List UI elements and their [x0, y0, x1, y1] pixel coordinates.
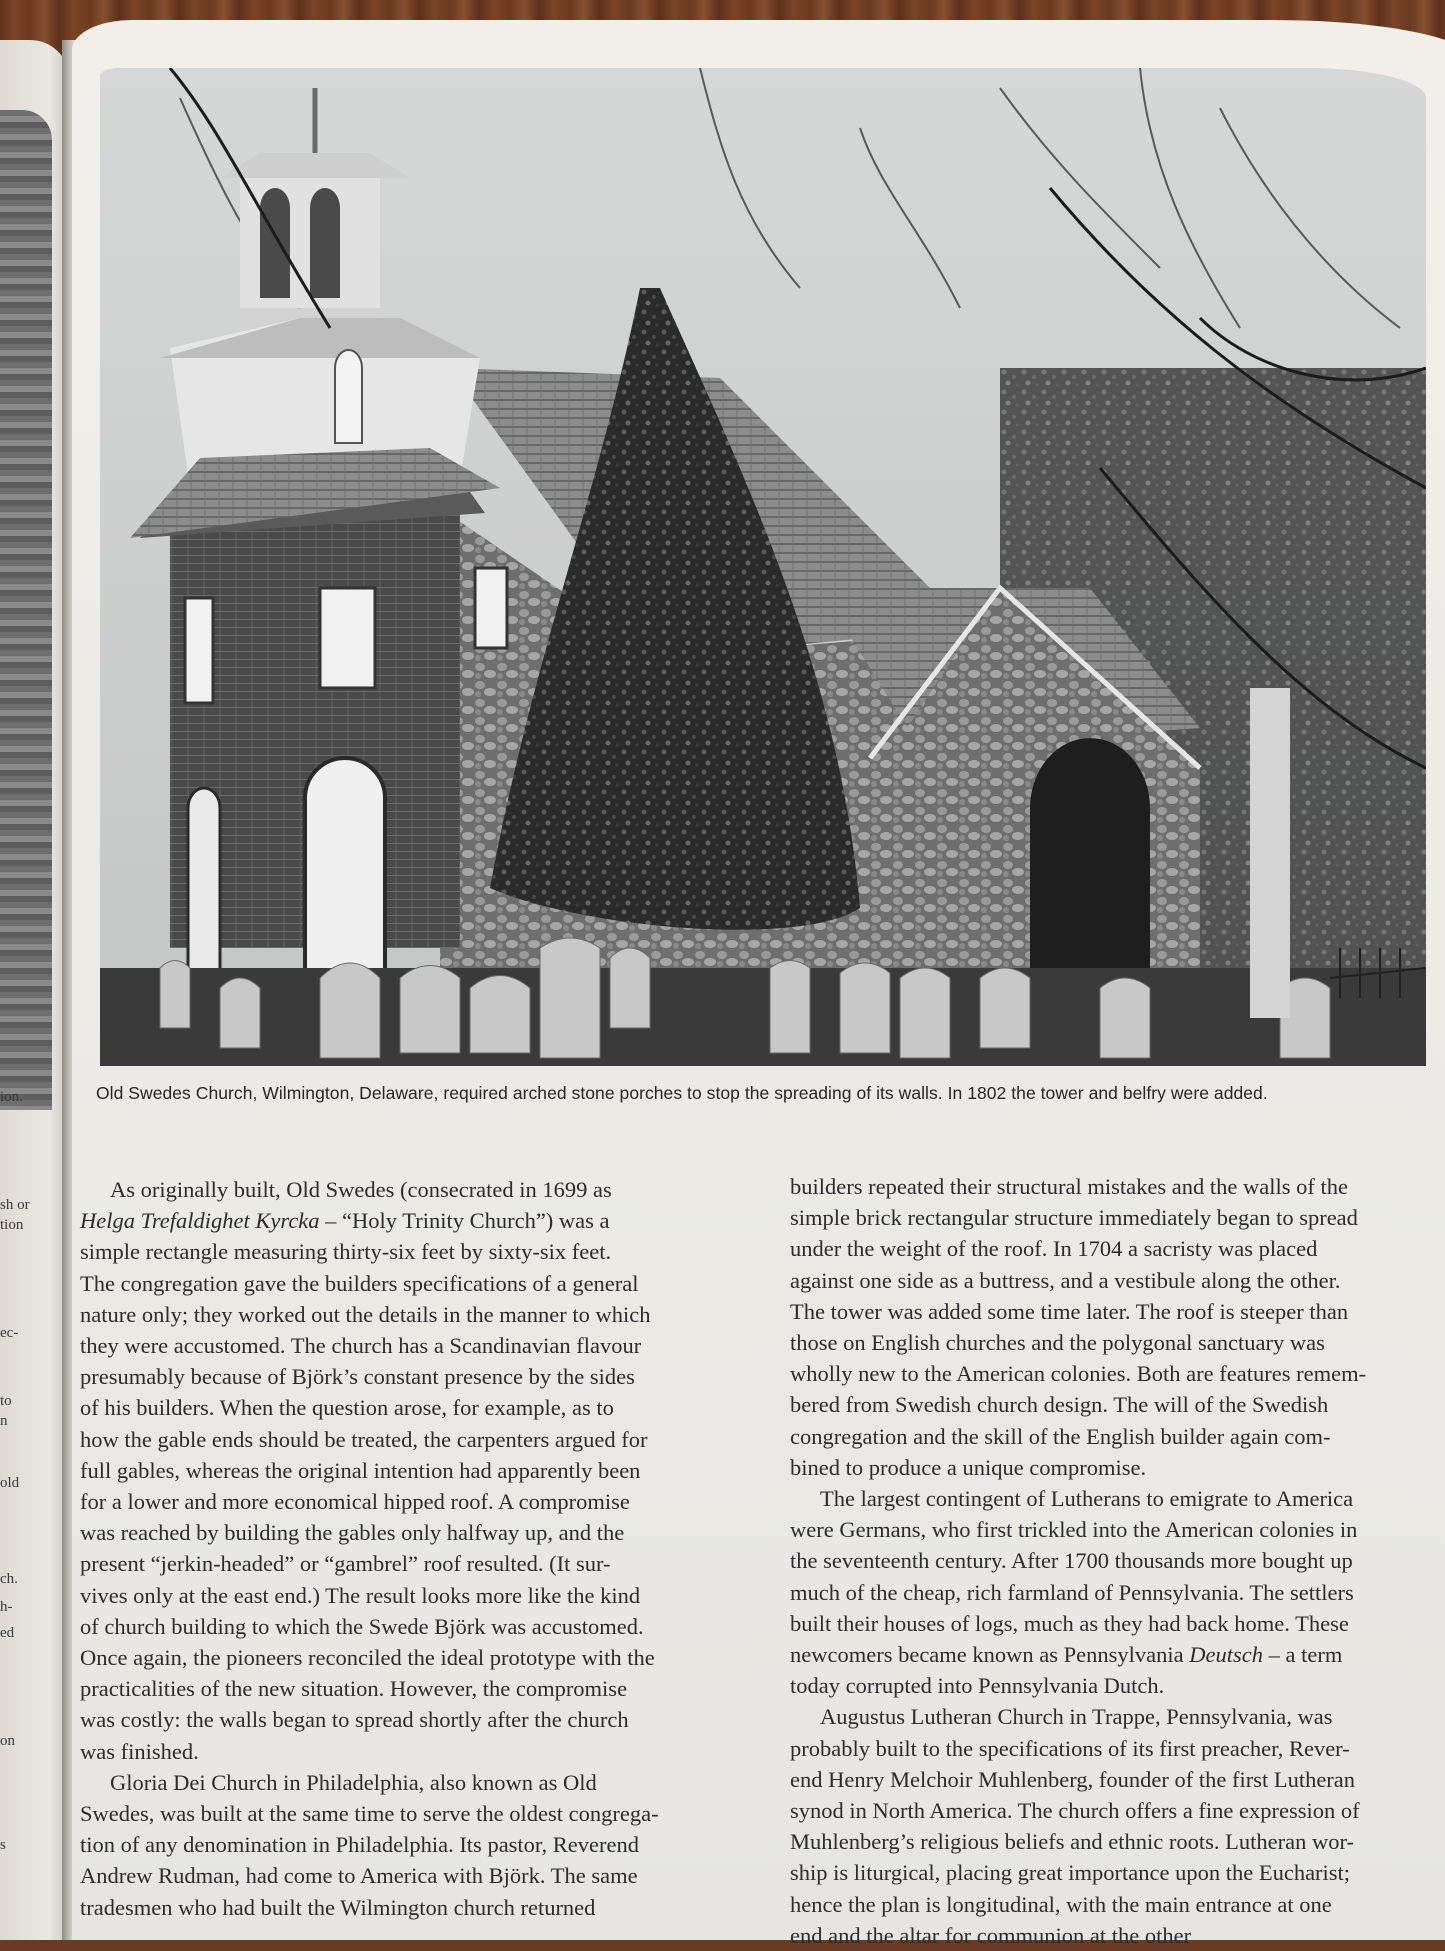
- text-line: ship is liturgical, placing great importance upon the Eucharist;: [790, 1860, 1351, 1886]
- text-column-left: [80, 1174, 770, 1923]
- fragment: ion.: [0, 1089, 23, 1105]
- text-line: was costly: the walls began to spread shortly after the church: [80, 1707, 629, 1733]
- text-line: simple brick rectangular structure immediately began to spread: [790, 1205, 1358, 1231]
- text-line: practicalities of the new situation. However, the compromise: [80, 1676, 628, 1702]
- text-span: newcomers became known as Pennsylvania: [790, 1642, 1190, 1668]
- text-line: of church building to which the Swede Björk was accustomed.: [80, 1613, 644, 1639]
- text-line: [790, 1639, 1445, 1670]
- left-facing-page: [0, 40, 70, 1940]
- fragment: n: [0, 1413, 8, 1429]
- fragment: tion: [0, 1217, 24, 1233]
- text-line: for a lower and more economical hipped roof. A compromise: [80, 1489, 630, 1515]
- text-line: builders repeated their structural mistakes and the walls of the: [790, 1174, 1348, 1199]
- text-line: built their houses of logs, much as they had back home. These: [790, 1610, 1349, 1636]
- text-line: against one side as a buttress, and a vestibule along the other.: [790, 1267, 1341, 1293]
- text-line: under the weight of the roof. In 1704 a sacristy was placed: [790, 1236, 1318, 1262]
- text-line: The congregation gave the builders specifications of a general: [80, 1270, 639, 1296]
- church-photograph: [100, 68, 1426, 1066]
- text-line: simple rectangle measuring thirty-six feet by sixty-six feet.: [80, 1239, 612, 1265]
- fragment: on: [0, 1733, 15, 1749]
- photo-caption: Old Swedes Church, Wilmington, Delaware, required arched stone porches to stop the spreading of its walls. In 1802 the tower and belfry were added.: [96, 1083, 1268, 1103]
- text-line: full gables, whereas the original intention had apparently been: [80, 1457, 641, 1483]
- text-line: synod in North America. The church offers a fine expression of: [790, 1798, 1360, 1824]
- left-page-photo-edge: [0, 110, 52, 1110]
- text-line: vives only at the east end.) The result looks more like the kind: [80, 1582, 641, 1608]
- text-line: Muhlenberg’s religious beliefs and ethnic roots. Lutheran wor-: [790, 1829, 1354, 1855]
- text-line: As originally built, Old Swedes (consecrated in 1699 as: [110, 1177, 612, 1202]
- text-line: was reached by building the gables only halfway up, and the: [80, 1520, 625, 1546]
- text-line: wholly new to the American colonies. Both are features remem-: [790, 1361, 1367, 1387]
- italic-term: Helga Trefaldighet Kyrcka: [80, 1208, 320, 1234]
- text-line: tion of any denomination in Philadelphia. Its pastor, Reverend: [80, 1832, 639, 1858]
- text-line: today corrupted into Pennsylvania Dutch.: [790, 1673, 1165, 1699]
- text-line: was finished.: [80, 1738, 199, 1764]
- text-line: end and the altar for communion at the other: [790, 1922, 1192, 1948]
- text-line: tradesmen who had built the Wilmington church returned: [80, 1894, 596, 1920]
- fragment: old: [0, 1475, 20, 1491]
- text-span: – a term: [1263, 1642, 1343, 1668]
- italic-term: Deutsch: [1189, 1642, 1263, 1668]
- text-line: Augustus Lutheran Church in Trappe, Pennsylvania, was: [820, 1704, 1333, 1730]
- fragment: to: [0, 1393, 12, 1409]
- text-line: bered from Swedish church design. The will of the Swedish: [790, 1392, 1329, 1418]
- text-line: The largest contingent of Lutherans to emigrate to America: [820, 1486, 1354, 1512]
- text-line: congregation and the skill of the English builder again com-: [790, 1423, 1331, 1449]
- text-line: much of the cheap, rich farmland of Pennsylvania. The settlers: [790, 1579, 1354, 1605]
- text-line: present “jerkin-headed” or “gambrel” roof resulted. (It sur-: [80, 1551, 611, 1577]
- text-line: Andrew Rudman, had come to America with Björk. The same: [80, 1863, 638, 1889]
- text-line: those on English churches and the polygonal sanctuary was: [790, 1330, 1325, 1356]
- text-line: were Germans, who first trickled into the American colonies in: [790, 1517, 1358, 1543]
- text-line: bined to produce a unique compromise.: [790, 1454, 1147, 1480]
- text-line: they were accustomed. The church has a Scandinavian flavour: [80, 1333, 642, 1359]
- text-line: hence the plan is longitudinal, with the main entrance at one: [790, 1891, 1332, 1917]
- fragment: s: [0, 1837, 6, 1853]
- text-line: Swedes, was built at the same time to serve the oldest congrega-: [80, 1801, 659, 1827]
- text-line: The tower was added some time later. The roof is steeper than: [790, 1298, 1349, 1324]
- fragment: ed: [0, 1625, 15, 1641]
- text-line: nature only; they worked out the details in the manner to which: [80, 1301, 651, 1327]
- text-line: Gloria Dei Church in Philadelphia, also known as Old: [110, 1769, 597, 1795]
- fragment: sh or: [0, 1197, 30, 1213]
- fragment: ec-: [0, 1325, 19, 1341]
- text-line: end Henry Melchoir Muhlenberg, founder of the first Lutheran: [790, 1766, 1356, 1792]
- text-span: – “Holy Trinity Church”) was a: [319, 1208, 610, 1234]
- fragment: h-: [0, 1599, 13, 1615]
- text-line: of his builders. When the question arose, for example, as to: [80, 1395, 614, 1421]
- text-line: probably built to the specifications of its first preacher, Rever-: [790, 1735, 1350, 1761]
- text-column-right: [790, 1171, 1445, 1951]
- text-line: the seventeenth century. After 1700 thousands more bought up: [790, 1548, 1353, 1574]
- text-line: how the gable ends should be treated, the carpenters argued for: [80, 1426, 648, 1452]
- text-line: [80, 1205, 770, 1236]
- text-line: Once again, the pioneers reconciled the ideal prototype with the: [80, 1645, 655, 1671]
- fragment: ch.: [0, 1571, 18, 1587]
- text-line: presumably because of Björk’s constant presence by the sides: [80, 1364, 635, 1390]
